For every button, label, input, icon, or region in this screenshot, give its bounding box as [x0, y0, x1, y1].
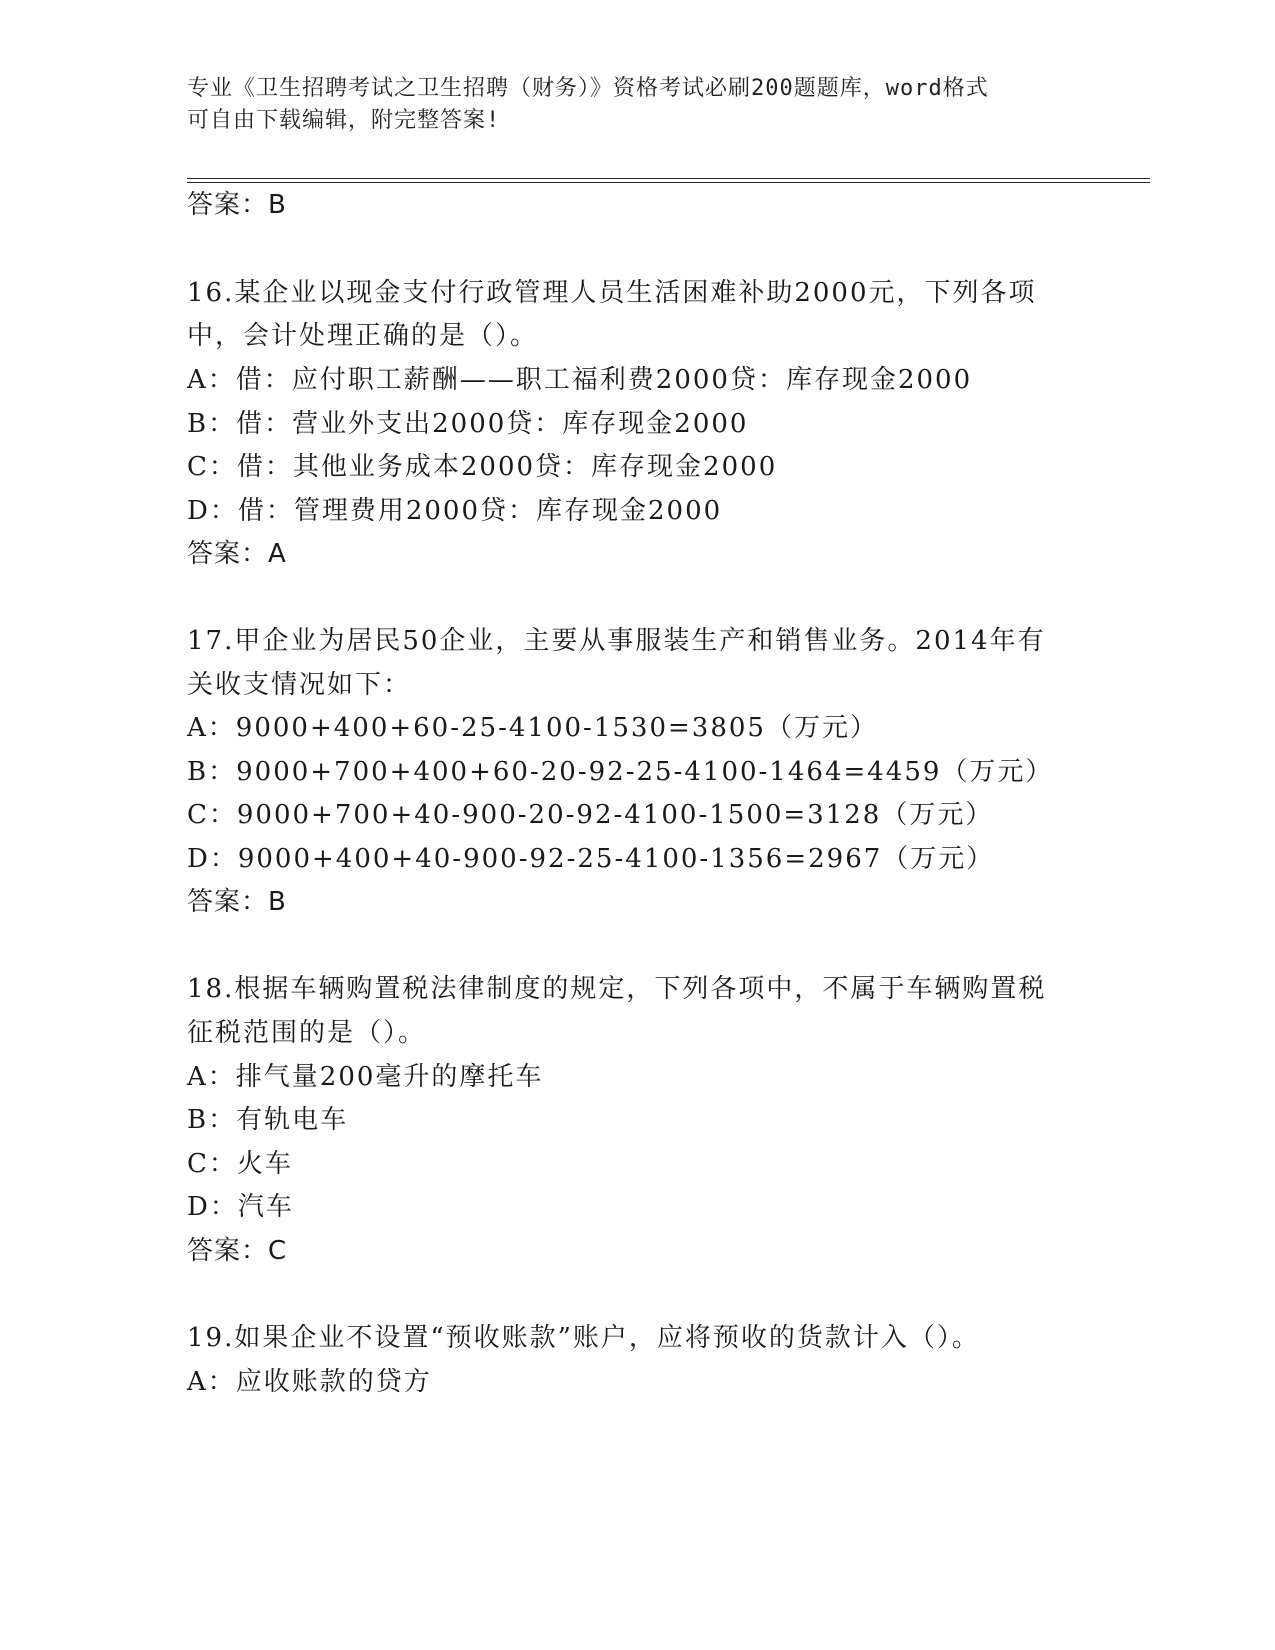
question-17-text-line-2: 关收支情况如下：: [187, 670, 412, 700]
question-18-option-d: D：汽车: [187, 1192, 294, 1222]
question-18-option-b: B：有轨电车: [187, 1105, 349, 1135]
question-16-option-c: C：借：其他业务成本2000贷：库存现金2000: [187, 452, 778, 482]
question-18-text-line-1: 18.根据车辆购置税法律制度的规定，下列各项中，不属于车辆购置税: [187, 974, 1047, 1004]
answer-18: 答案：C: [187, 1236, 288, 1266]
question-16-option-a: A：借：应付职工薪酬——职工福利费2000贷：库存现金2000: [187, 365, 973, 395]
answer-16: 答案：A: [187, 539, 287, 569]
header-line-1: 专业《卫生招聘考试之卫生招聘（财务）》资格考试必刷200题题库，word格式: [187, 76, 989, 101]
answer-17: 答案：B: [187, 887, 287, 917]
question-16-option-b: B：借：营业外支出2000贷：库存现金2000: [187, 409, 749, 439]
question-17-option-c: C：9000+700+40-900-20-92-4100-1500=3128（万元）: [187, 800, 994, 830]
question-16-option-d: D：借：管理费用2000贷：库存现金2000: [187, 496, 723, 526]
answer-15: 答案：B: [187, 190, 287, 220]
question-19-text-line-1: 19.如果企业不设置“预收账款”账户，应将预收的货款计入（）。: [187, 1323, 980, 1353]
question-18-text-line-2: 征税范围的是（）。: [187, 1018, 427, 1048]
question-16-text-line-1: 16.某企业以现金支付行政管理人员生活困难补助2000元，下列各项: [187, 278, 1037, 308]
header-divider-top: [187, 178, 1150, 179]
header-divider-bottom: [187, 182, 1150, 183]
question-17-option-d: D：9000+400+40-900-92-25-4100-1356=2967（万元）: [187, 844, 995, 874]
document-header: [187, 73, 1067, 137]
question-17-option-b: B：9000+700+400+60-20-92-25-4100-1464=4459（万元）: [187, 757, 1054, 787]
question-16-text-line-2: 中，会计处理正确的是（）。: [187, 321, 539, 351]
question-17-text-line-1: 17.甲企业为居民50企业，主要从事服装生产和销售业务。2014年有: [187, 626, 1046, 656]
question-19-option-a: A：应收账款的贷方: [187, 1367, 432, 1397]
question-18-option-a: A：排气量200毫升的摩托车: [187, 1062, 544, 1092]
question-17-option-a: A：9000+400+60-25-4100-1530=3805（万元）: [187, 713, 878, 743]
question-18-option-c: C：火车: [187, 1149, 293, 1179]
header-line-2: 可自由下载编辑，附完整答案!: [187, 108, 501, 133]
